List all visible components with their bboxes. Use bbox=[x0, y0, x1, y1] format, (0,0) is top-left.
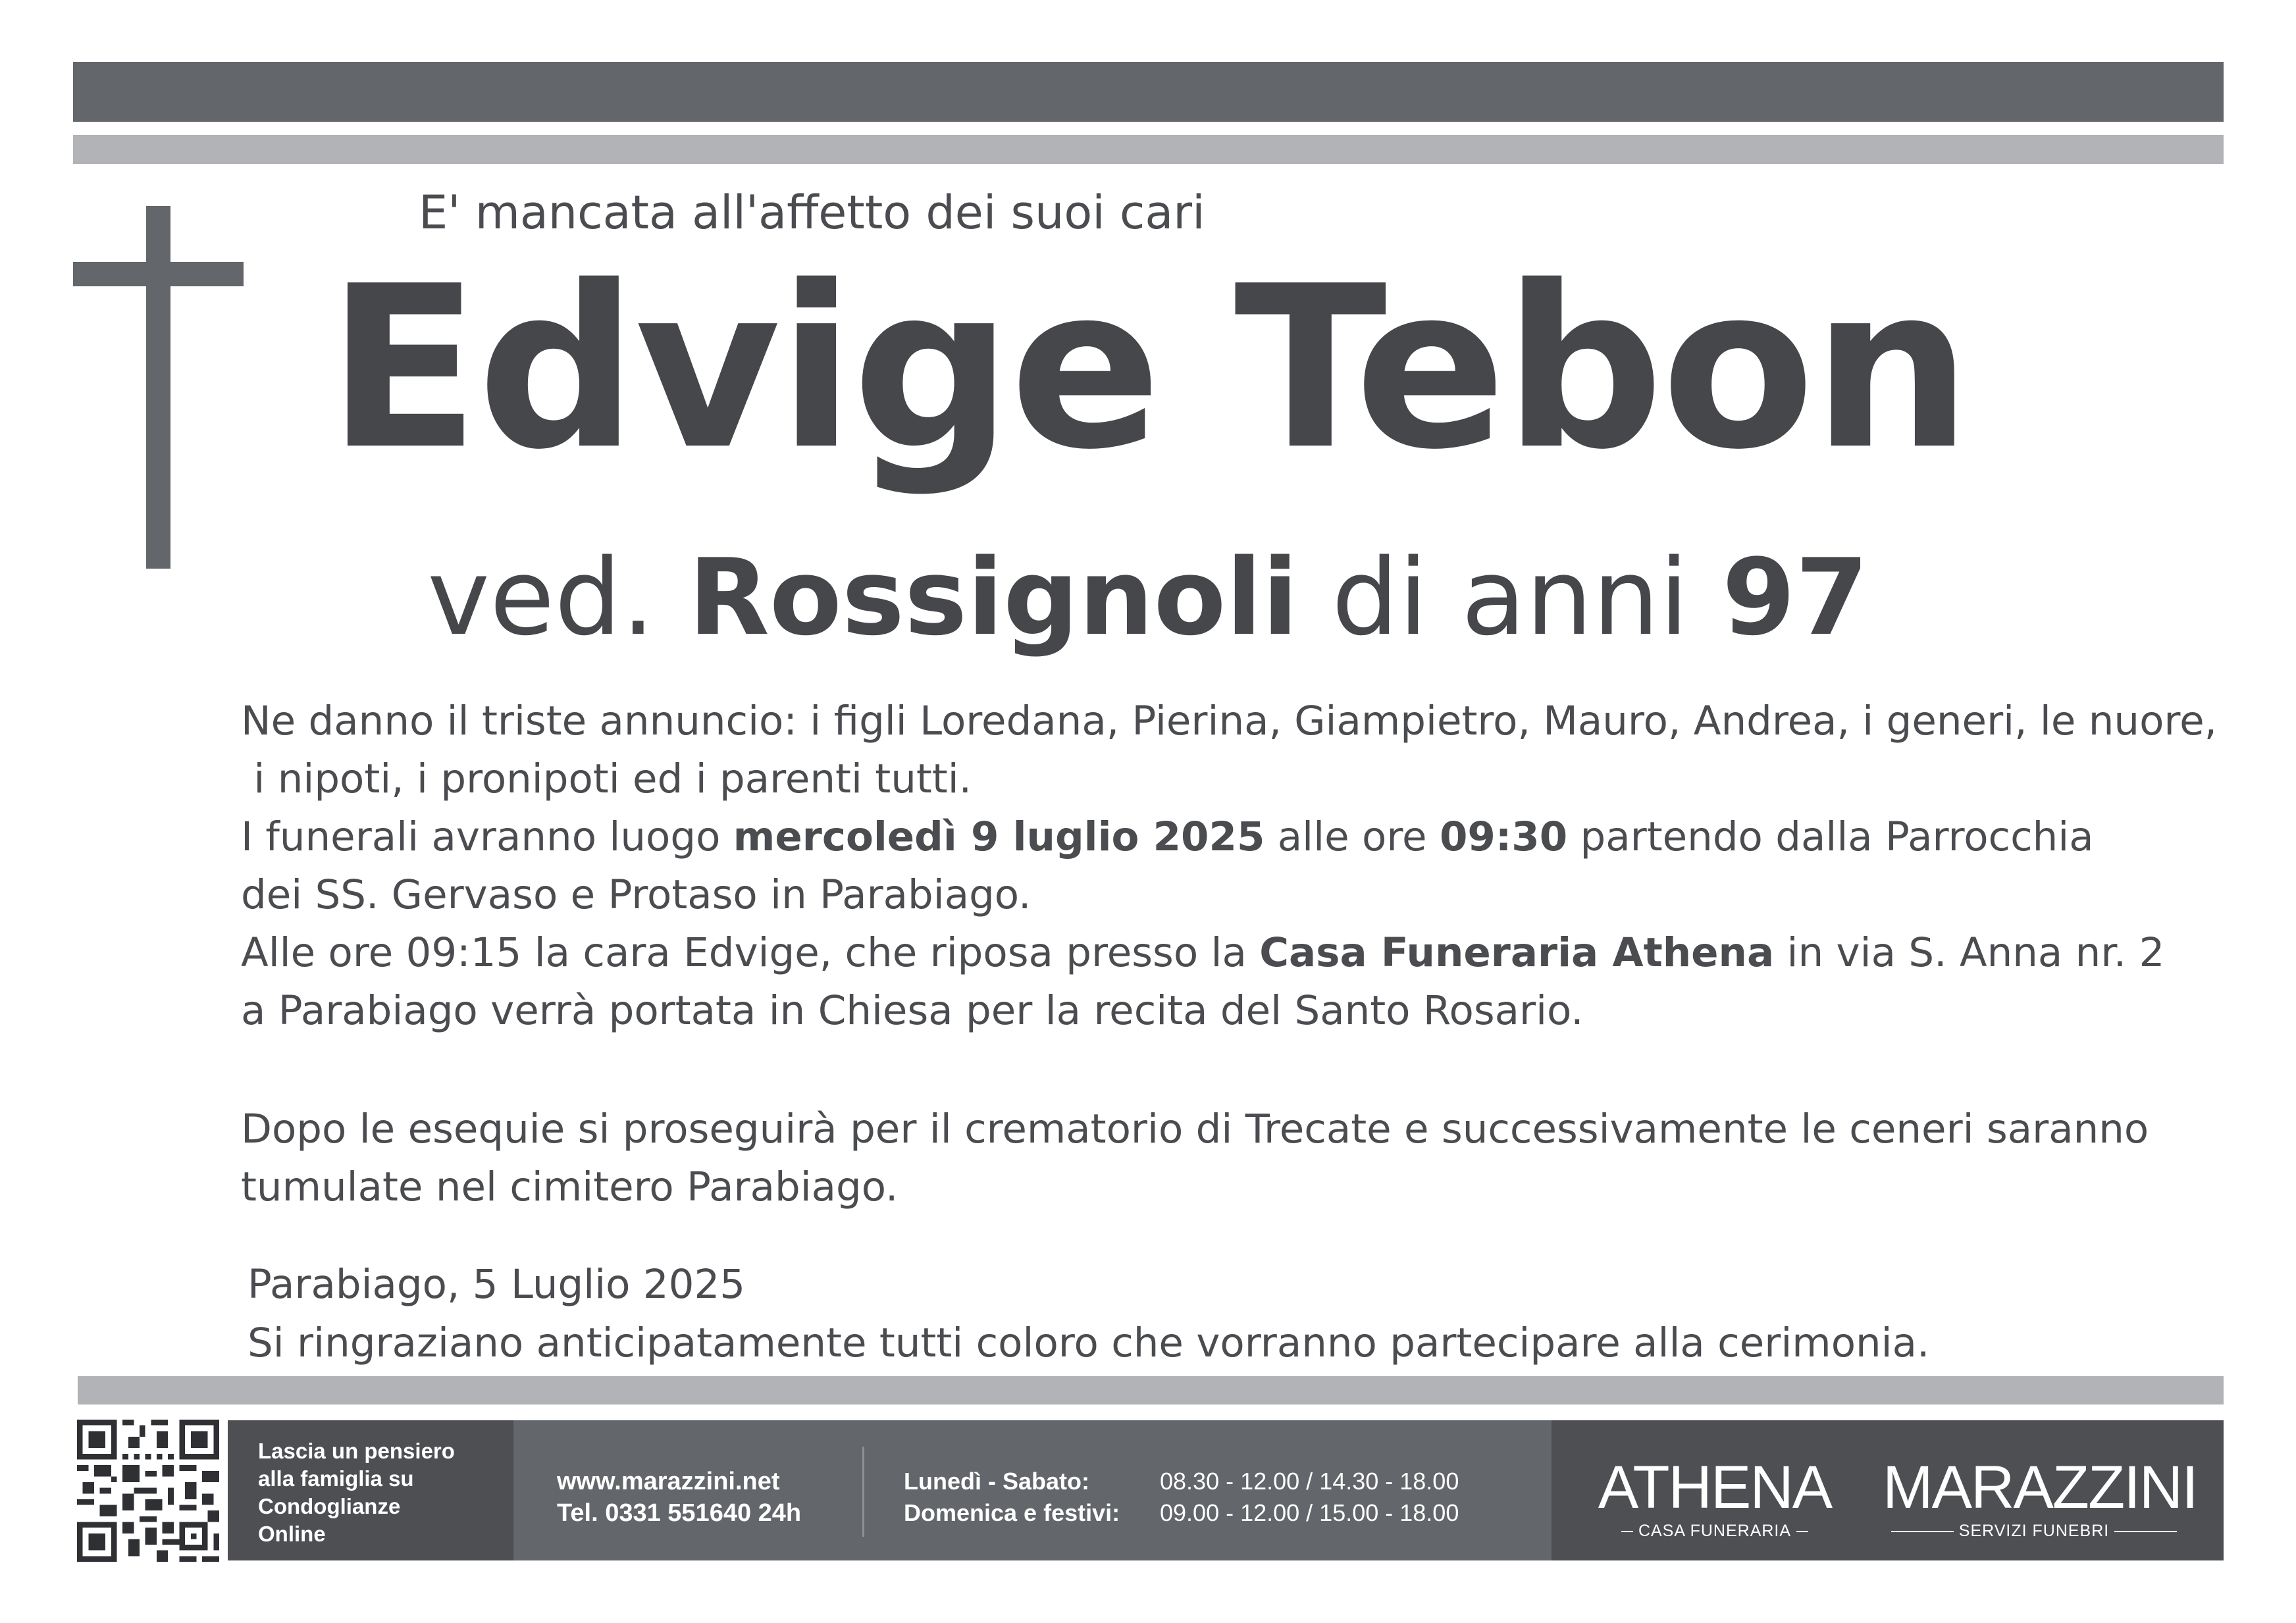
condolences-line-3: Condoglianze bbox=[258, 1494, 401, 1518]
days-weekday: Lunedì - Sabato: bbox=[904, 1468, 1089, 1495]
marazzini-logo-name: MARAZZINI bbox=[1883, 1454, 2197, 1521]
contact-block bbox=[557, 1466, 801, 1529]
announcement-line-1: Ne danno il triste annuncio: i figli Loredana, Pierina, Giampietro, Mauro, Andrea, i generi, le nuore, bbox=[241, 698, 2218, 744]
bottom-light-bar bbox=[78, 1376, 2224, 1404]
rosary-line bbox=[241, 924, 2164, 982]
strip-divider bbox=[862, 1447, 864, 1537]
cremation-line-2: tumulate nel cimitero Parabiago. bbox=[241, 1164, 899, 1210]
rosary-text-a: Alle ore 09:15 la cara Edvige, che riposa presso la bbox=[241, 929, 1260, 976]
athena-logo-name: ATHENA bbox=[1598, 1454, 1832, 1521]
hours-holiday: 09.00 - 12.00 / 15.00 - 18.00 bbox=[1160, 1499, 1459, 1526]
opening-days bbox=[904, 1466, 1120, 1529]
funeral-text-c: partendo dalla Parrocchia bbox=[1567, 813, 2094, 860]
qr-code-icon[interactable] bbox=[75, 1420, 221, 1562]
days-holiday: Domenica e festivi: bbox=[904, 1499, 1120, 1526]
intro-text: E' mancata all'affetto dei suoi cari bbox=[419, 186, 1205, 240]
condolences-text[interactable] bbox=[258, 1437, 455, 1548]
rosary-text-b: in via S. Anna nr. 2 bbox=[1774, 929, 2165, 976]
website-link[interactable]: www.marazzini.net bbox=[557, 1468, 780, 1495]
church-line: dei SS. Gervaso e Protaso in Parabiago. bbox=[241, 871, 1031, 918]
top-light-bar bbox=[73, 135, 2224, 164]
condolences-line-2: alla famiglia su bbox=[258, 1466, 414, 1491]
widow-prefix: ved. bbox=[427, 536, 655, 659]
opening-hours bbox=[1160, 1466, 1459, 1529]
funeral-text-a: I funerali avranno luogo bbox=[241, 813, 733, 860]
top-dark-bar bbox=[73, 62, 2224, 122]
athena-logo bbox=[1583, 1454, 1846, 1541]
funeral-date: mercoledì 9 luglio 2025 bbox=[733, 813, 1265, 860]
hours-weekday: 08.30 - 12.00 / 14.30 - 18.00 bbox=[1160, 1468, 1459, 1495]
rosary-line-2: a Parabiago verrà portata in Chiesa per la recita del Santo Rosario. bbox=[241, 987, 1584, 1034]
athena-logo-sub: CASA FUNERARIA bbox=[1638, 1522, 1792, 1540]
deceased-name: Edvige Tebon bbox=[326, 238, 1970, 499]
age-value: 97 bbox=[1722, 536, 1869, 659]
widow-surname: Rossignoli bbox=[688, 536, 1299, 659]
marazzini-logo bbox=[1883, 1454, 2197, 1541]
condolences-line-1: Lascia un pensiero bbox=[258, 1439, 455, 1463]
marazzini-logo-sub: SERVIZI FUNEBRI bbox=[1958, 1522, 2110, 1540]
phone-number[interactable]: Tel. 0331 551640 24h bbox=[557, 1499, 802, 1527]
announcement-line-2: i nipoti, i pronipoti ed i parenti tutti. bbox=[241, 756, 972, 802]
place-and-date: Parabiago, 5 Luglio 2025 bbox=[248, 1261, 746, 1308]
age-prefix: di anni bbox=[1332, 536, 1689, 659]
funeral-home-name: Casa Funeraria Athena bbox=[1259, 929, 1775, 976]
thanks-line: Si ringraziano anticipatamente tutti coloro che vorranno partecipare alla cerimonia. bbox=[248, 1320, 1930, 1366]
funeral-time: 09:30 bbox=[1439, 813, 1568, 860]
widow-and-age bbox=[0, 536, 2296, 659]
funeral-text-b: alle ore bbox=[1265, 813, 1440, 860]
condolences-line-4: Online bbox=[258, 1522, 326, 1546]
cremation-line-1: Dopo le esequie si proseguirà per il crematorio di Trecate e successivamente le ceneri saranno bbox=[241, 1106, 2149, 1152]
funeral-line bbox=[241, 808, 2094, 866]
